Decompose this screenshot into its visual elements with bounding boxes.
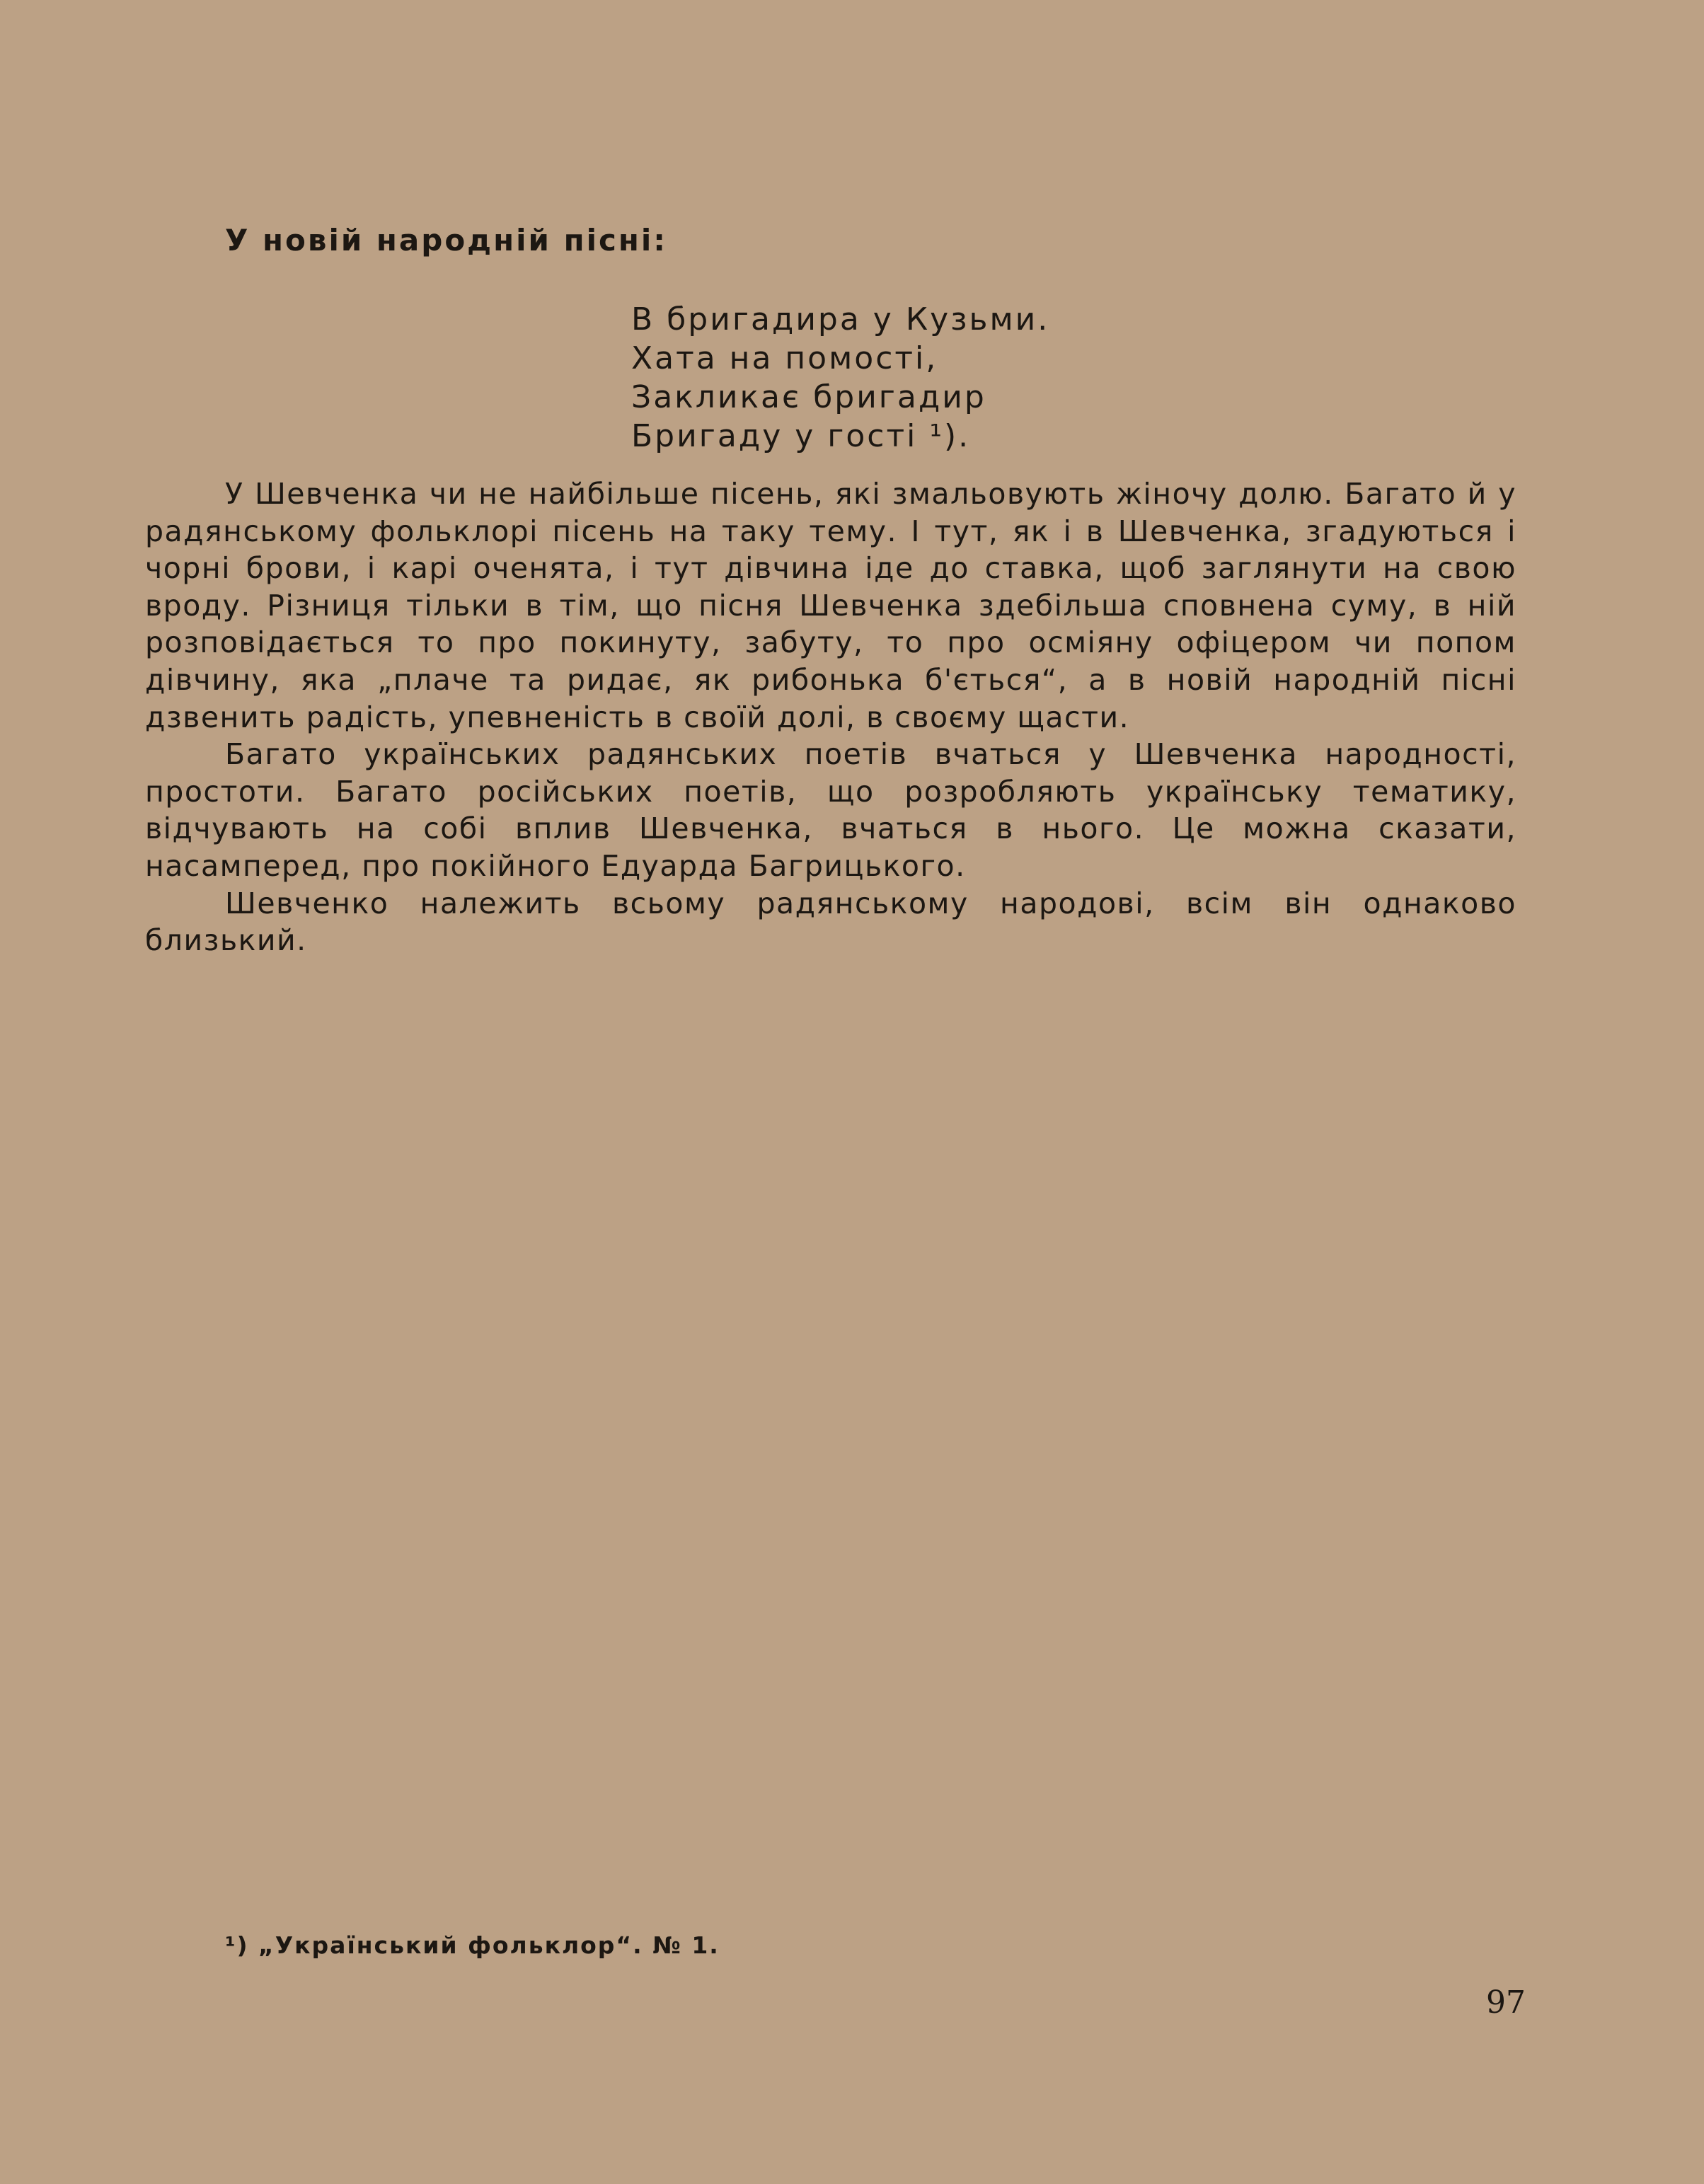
poem-line: Закликає бригадир (631, 379, 986, 415)
poem-line: Бригаду у гості ¹). (631, 418, 971, 454)
page-number: 97 (1486, 1984, 1526, 2021)
poem-stanza (631, 300, 1049, 456)
body-text (145, 475, 1516, 959)
paragraph: Багато українських радянських поетів вчаться у Шевченка народності, простоти. Багато російських поетів, що розробляють українську тематику, відчувають на собі вплив Шевченка, вчаться в нього. Це можна сказати, насамперед, про покійного Едуарда Багрицького. (145, 737, 1516, 883)
intro-line: У новій народній пісні: (225, 223, 668, 258)
footnote: ¹) „Український фольклор“. № 1. (225, 1931, 720, 1959)
poem-line: Хата на помості, (631, 340, 938, 376)
paragraph: У Шевченка чи не найбільше пісень, які змальовують жіночу долю. Багато й у радянському фольклорі пісень на таку тему. І тут, як і в Шевченка, згадуються і чорні брови, і карі оченята, і тут дівчина іде до ставка, щоб заглянути на свою вроду. Різниця тільки в тім, що пісня Шевченка здебільша сповнена суму, в ній розповідається то про покинуту, забуту, то про осміяну офіцером чи попом дівчину, яка „плаче та ридає, як рибонька б'ється“, а в новій народній пісні дзвенить радість, упевненість в своїй долі, в своєму щасти. (145, 477, 1516, 734)
paragraph: Шевченко належить всьому радянському народові, всім він однаково близький. (145, 886, 1516, 958)
poem-line: В бригадира у Кузьми. (631, 301, 1050, 337)
